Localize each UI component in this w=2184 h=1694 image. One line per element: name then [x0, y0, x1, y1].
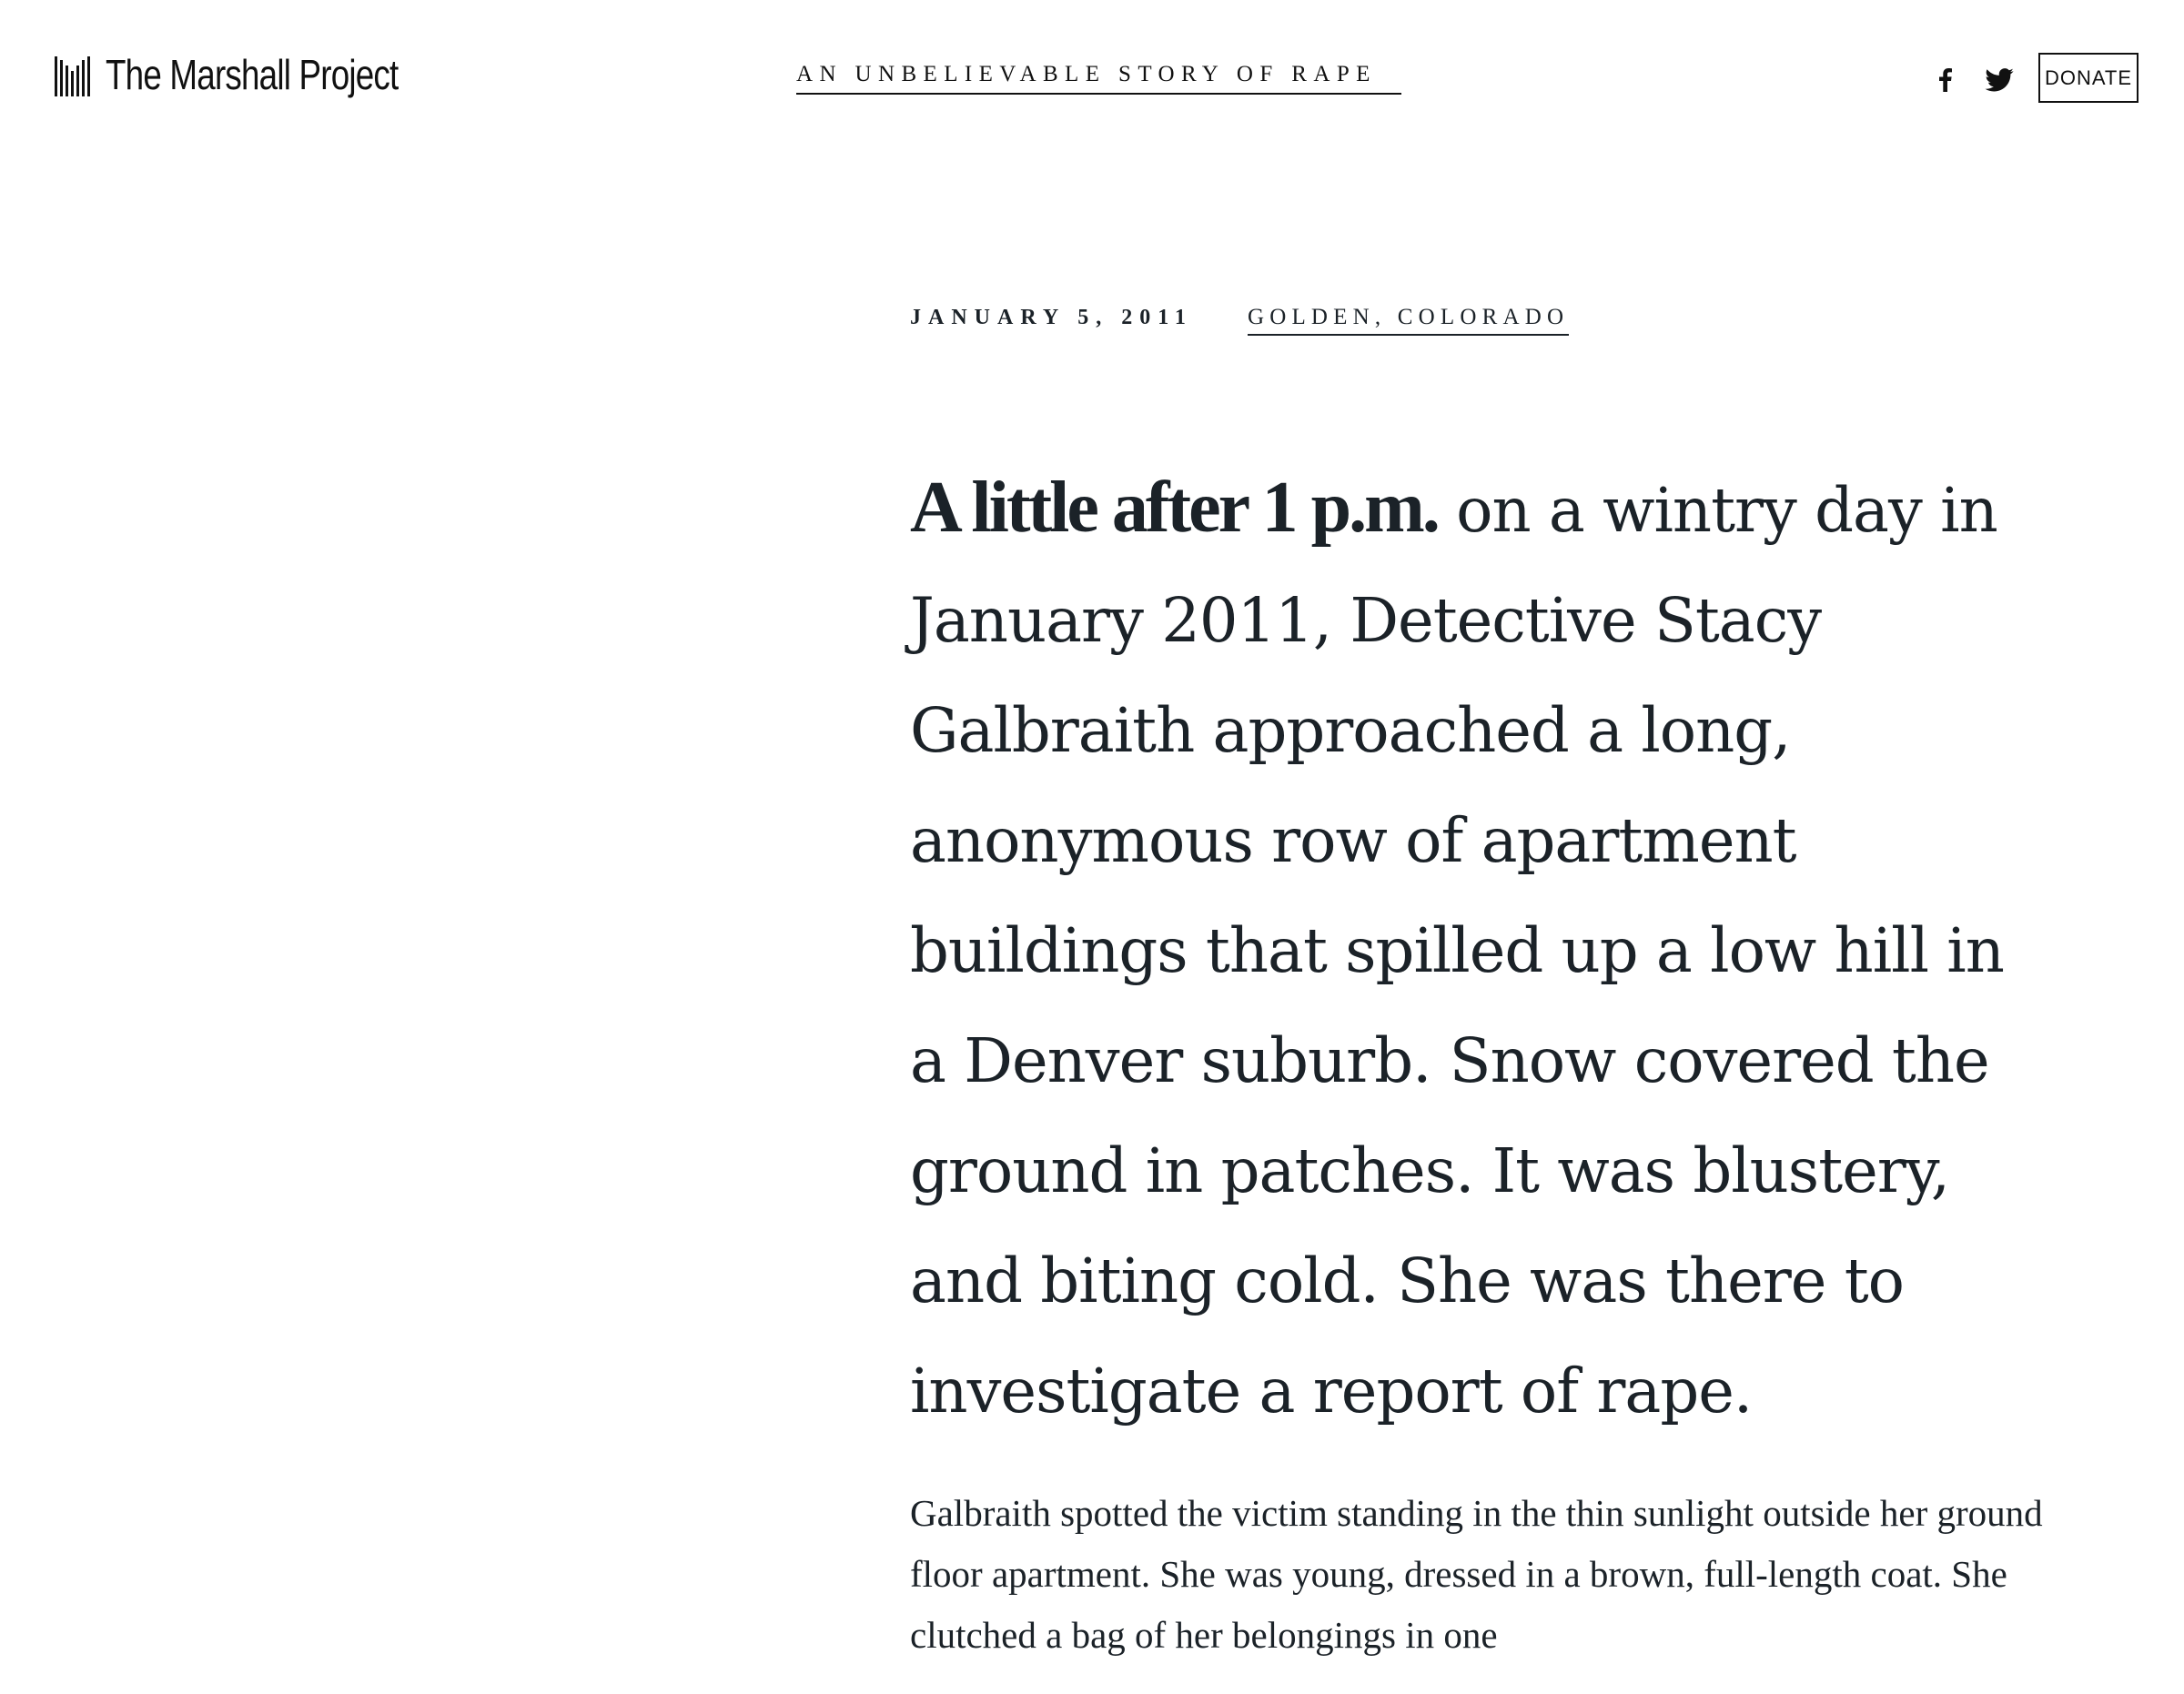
lede-lead-in: A little after 1 p.m.: [910, 468, 1438, 548]
twitter-share-button[interactable]: [1981, 62, 2017, 98]
body-paragraph: Galbraith spotted the victim standing in the thin sunlight outside her ground floor apartment. She was young, dressed in a brown, full-length coat. She clutched a bag of her belongings in one: [910, 1492, 2043, 1656]
logo-bars-icon: [55, 56, 93, 96]
series-title-link[interactable]: AN UNBELIEVABLE STORY OF RAPE: [796, 62, 1401, 95]
lede-paragraph: [910, 453, 2057, 1447]
dateline-date: JANUARY 5, 2011: [910, 306, 1193, 329]
logo-wordmark: The Marshall Project: [106, 51, 399, 98]
facebook-icon: [1939, 68, 1952, 92]
article-body: [910, 300, 2057, 1666]
donate-button[interactable]: DONATE: [2038, 53, 2138, 103]
facebook-share-button[interactable]: [1927, 62, 1964, 98]
dateline: [910, 300, 2057, 346]
twitter-icon: [1985, 68, 2014, 92]
dateline-location-link[interactable]: GOLDEN, COLORADO: [1248, 300, 1569, 336]
site-logo[interactable]: [55, 49, 471, 100]
site-header: [0, 0, 2184, 155]
lede-text: on a wintry day in January 2011, Detective Stacy Galbraith approached a long, anonymous row of apartment buildings that spilled up a low hill in a Denver suburb. Snow covered the ground in patches. It was blustery, and biting cold. She was there to investigate a report of rape.: [910, 475, 2004, 1427]
